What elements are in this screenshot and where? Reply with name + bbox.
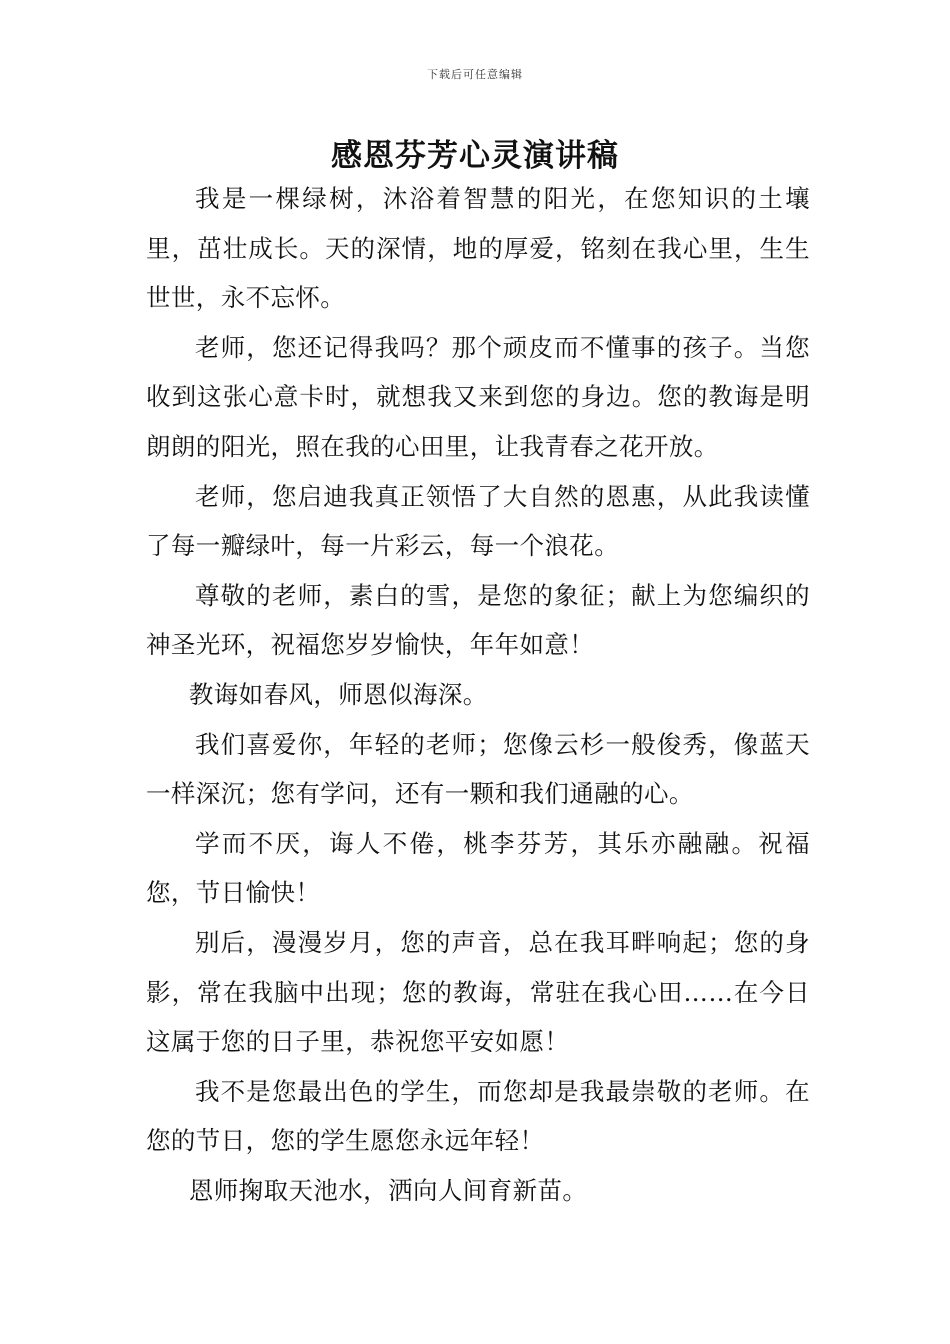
paragraph: 老师，您启迪我真正领悟了大自然的恩惠，从此我读懂了每一瓣绿叶，每一片彩云，每一个浪花。 xyxy=(146,481,810,561)
paragraph: 我们喜爱你，年轻的老师；您像云杉一般俊秀，像蓝天一样深沉；您有学问，还有一颗和我们通融的心。 xyxy=(146,729,810,809)
paragraph: 恩师掬取天池水，洒向人间育新苗。 xyxy=(188,1175,588,1205)
paragraph: 我是一棵绿树，沐浴着智慧的阳光，在您知识的土壤里，茁壮成长。天的深情，地的厚爱，铭刻在我心里，生生世世，永不忘怀。 xyxy=(146,184,810,313)
paragraph: 我不是您最出色的学生，而您却是我最崇敬的老师。在您的节日，您的学生愿您永远年轻！ xyxy=(146,1076,810,1156)
paragraph: 别后，漫漫岁月，您的声音，总在我耳畔响起；您的身影，常在我脑中出现；您的教诲，常驻在我心田……在今日这属于您的日子里，恭祝您平安如愿！ xyxy=(146,927,810,1057)
paragraph: 教诲如春风，师恩似海深。 xyxy=(188,679,488,709)
paragraph: 学而不厌，诲人不倦，桃李芬芳，其乐亦融融。祝福您，节日愉快！ xyxy=(146,828,810,908)
paragraph: 老师，您还记得我吗？那个顽皮而不懂事的孩子。当您收到这张心意卡时，就想我又来到您的身边。您的教诲是明朗朗的阳光，照在我的心田里，让我青春之花开放。 xyxy=(146,332,810,461)
document-title: 感恩芬芳心灵演讲稿 xyxy=(331,138,619,174)
header-note: 下载后可任意编辑 xyxy=(427,68,523,81)
paragraph: 尊敬的老师，素白的雪，是您的象征；献上为您编织的神圣光环，祝福您岁岁愉快，年年如意！ xyxy=(146,580,810,660)
document-body xyxy=(146,174,810,1215)
